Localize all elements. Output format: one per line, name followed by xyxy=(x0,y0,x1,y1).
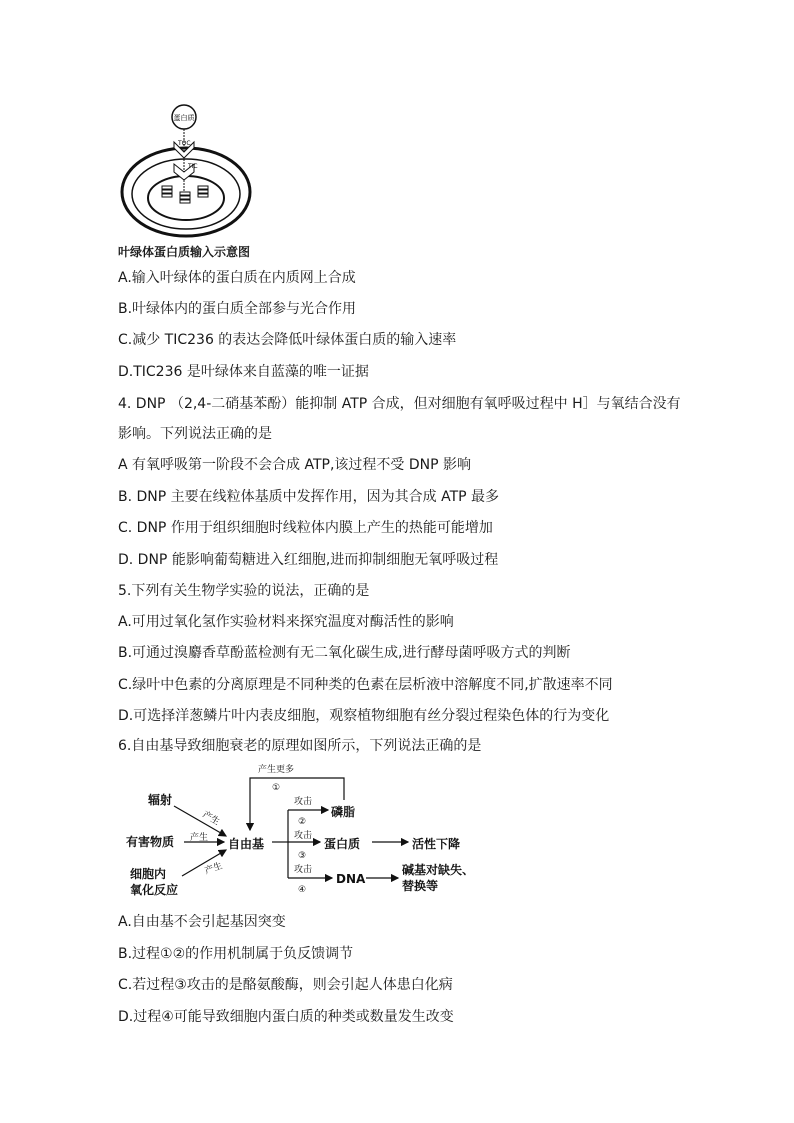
q5-option-a: A.可用过氧化氢作实验材料来探究温度对酶活性的影响 xyxy=(118,614,454,630)
q3-option-a: A.输入叶绿体的蛋白质在内质网上合成 xyxy=(118,270,356,286)
q3-option-d: D.TIC236 是叶绿体来自蓝藻的唯一证据 xyxy=(118,364,369,380)
attack-label-3: 攻击 xyxy=(294,865,313,875)
q6-option-d: D.过程④可能导致细胞内蛋白质的种类或数量发生改变 xyxy=(118,1009,454,1025)
activity-decline-label: 活性下降 xyxy=(412,837,461,851)
q6-stem: 6.自由基导致细胞衰老的原理如图所示，下列说法正确的是 xyxy=(118,738,482,754)
harmful-substance-label: 有害物质 xyxy=(126,835,175,849)
q5-option-d: D.可选择洋葱鳞片叶内表皮细胞，观察植物细胞有丝分裂过程染色体的行为变化 xyxy=(118,708,610,724)
step-4-label: ④ xyxy=(298,885,307,895)
dna-label: DNA xyxy=(336,872,366,886)
q3-option-c: C.减少 TIC236 的表达会降低叶绿体蛋白质的输入速率 xyxy=(118,332,457,348)
toc-label: TOC xyxy=(178,140,191,147)
step-1-label: ① xyxy=(272,783,281,793)
protein-label: 蛋白质 xyxy=(173,114,195,122)
protein-label: 蛋白质 xyxy=(324,837,361,851)
step-3-label: ③ xyxy=(298,851,307,861)
q6-option-c: C.若过程③攻击的是酪氨酸酶，则会引起人体患白化病 xyxy=(118,977,453,993)
produce-label-1: 产生 xyxy=(200,809,222,828)
tic-label: TIC xyxy=(188,163,198,170)
free-radical-diagram xyxy=(118,760,498,900)
base-change-label-2: 替换等 xyxy=(402,879,439,893)
q6-option-a: A.自由基不会引起基因突变 xyxy=(118,914,286,930)
q5-option-c: C.绿叶中色素的分离原理是不同种类的色素在层析液中溶解度不同,扩散速率不同 xyxy=(118,677,613,693)
oxidation-label-2: 氧化反应 xyxy=(130,883,179,897)
q4-stem-line2: 影响。下列说法正确的是 xyxy=(118,426,272,442)
q4-stem-line1: 4. DNP （2,4-二硝基苯酚）能抑制 ATP 合成，但对细胞有氧呼吸过程中 H］与氧结合没有 xyxy=(118,396,681,412)
thylakoid-stack xyxy=(162,186,208,203)
produce-label-2: 产生 xyxy=(190,833,209,843)
q6-option-b: B.过程①②的作用机制属于负反馈调节 xyxy=(118,946,354,962)
q5-stem: 5.下列有关生物学实验的说法，正确的是 xyxy=(118,583,370,599)
q4-option-d: D. DNP 能影响葡萄糖进入红细胞,进而抑制细胞无氧呼吸过程 xyxy=(118,552,499,568)
base-change-label-1: 碱基对缺失、 xyxy=(402,863,475,877)
chloroplast-import-diagram xyxy=(118,100,258,240)
q4-option-a: A 有氧呼吸第一阶段不会合成 ATP,该过程不受 DNP 影响 xyxy=(118,457,472,473)
q5-option-b: B.可通过溴麝香草酚蓝检测有无二氧化碳生成,进行酵母菌呼吸方式的判断 xyxy=(118,645,571,661)
oxidation-label-1: 细胞内 xyxy=(130,867,167,881)
produce-more-label: 产生更多 xyxy=(258,765,295,775)
attack-label-1: 攻击 xyxy=(294,797,313,807)
phospholipid-label: 磷脂 xyxy=(331,805,356,819)
q3-option-b: B.叶绿体内的蛋白质全部参与光合作用 xyxy=(118,301,357,317)
attack-label-2: 攻击 xyxy=(294,831,313,841)
radiation-label: 辐射 xyxy=(148,793,173,807)
figure1-caption: 叶绿体蛋白质输入示意图 xyxy=(118,245,251,259)
step-2-label: ② xyxy=(298,817,307,827)
produce-label-3: 产生 xyxy=(203,861,224,877)
q4-option-b: B. DNP 主要在线粒体基质中发挥作用，因为其合成 ATP 最多 xyxy=(118,489,500,505)
free-radical-label: 自由基 xyxy=(228,837,265,851)
q4-option-c: C. DNP 作用于组织细胞时线粒体内膜上产生的热能可能增加 xyxy=(118,520,493,536)
